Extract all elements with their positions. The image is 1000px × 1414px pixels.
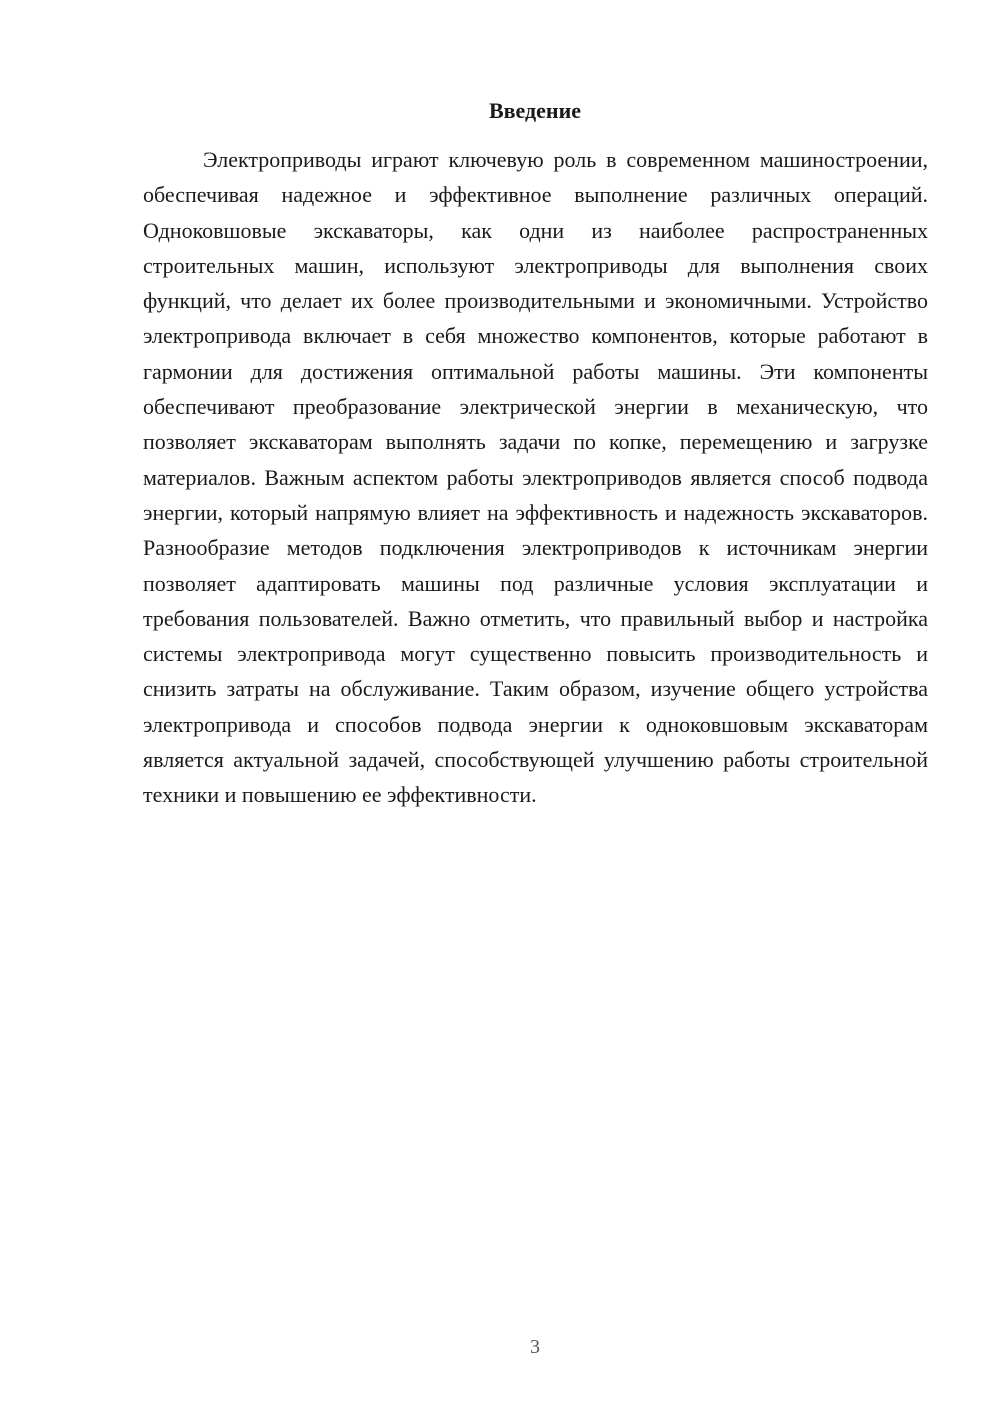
page-number: 3 xyxy=(530,1336,540,1358)
introduction-paragraph: Электроприводы играют ключевую роль в современном машиностроении, обеспечивая надежное и эффективное выполнение различных операций. Одноковшовые экскаваторы, как одни из наиболее распространенных строительных машин, используют электроприводы для выполнения своих функций, что делает их более производительными и экономичными. Устройство электропривода включает в себя множество компонентов, которые работают в гармонии для достижения оптимальной работы машины. Эти компоненты обеспечивают преобразование электрической энергии в механическую, что позволяет экскаваторам выполнять задачи по копке, перемещению и загрузке материалов. Важным аспектом работы электроприводов является способ подвода энергии, который напрямую влияет на эффективность и надежность экскаваторов. Разнообразие методов подключения электроприводов к источникам энергии позволяет адаптировать машины под различные условия эксплуатации и требования пользователей. Важно отметить, что правильный выбор и настройка системы электропривода могут существенно повысить производительность и снизить затраты на обслуживание. Таким образом, изучение общего устройства электропривода и способов подвода энергии к одноковшовым экскаваторам является актуальной задачей, способствующей улучшению работы строительной техники и повышению ее эффективности. xyxy=(143,147,928,808)
section-heading: Введение xyxy=(488,98,582,123)
